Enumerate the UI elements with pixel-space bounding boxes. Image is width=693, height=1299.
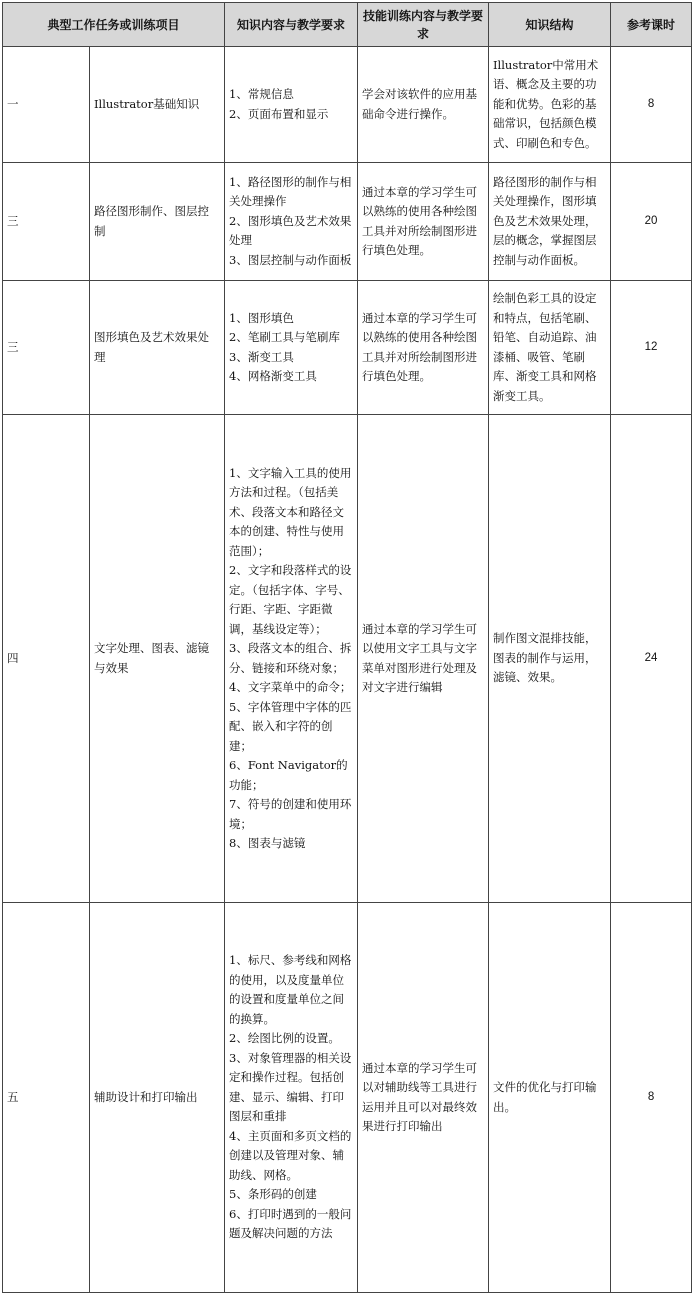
- knowledge-item: 1、文字输入工具的使用方法和过程。（包括美术、段落文本和路径文本的创建、特性与使用范围）；: [229, 465, 352, 558]
- skill-cell: 通过本章的学习学生可以熟练的使用各种绘图工具并对所绘制图形进行填色处理。: [358, 163, 489, 281]
- knowledge-cell: [225, 163, 358, 281]
- project-name: 文字处理、图表、滤镜与效果: [90, 415, 225, 903]
- table-row: [3, 47, 692, 163]
- header-hours: 参考课时: [611, 3, 692, 47]
- knowledge-item: 5、字体管理中字体的匹配、嵌入和字符的创建；: [229, 699, 352, 753]
- knowledge-cell: [225, 281, 358, 415]
- header-project: 典型工作任务或训练项目: [3, 3, 225, 47]
- knowledge-item: 2、页面布置和显示: [229, 106, 329, 121]
- hours-cell: 8: [611, 903, 692, 1293]
- knowledge-item: 2、图形填色及艺术效果处理: [229, 213, 352, 248]
- header-skill: 技能训练内容与教学要求: [358, 3, 489, 47]
- knowledge-item: 1、标尺、参考线和网格的使用，以及度量单位的设置和度量单位之间的换算。: [229, 953, 352, 1026]
- table-row: [3, 415, 692, 903]
- knowledge-item: 5、条形码的创建: [229, 1187, 317, 1202]
- knowledge-item: 3、段落文本的组合、拆分、链接和环绕对象；: [229, 641, 352, 675]
- header-row: [3, 3, 692, 47]
- knowledge-item: 4、主页面和多页文档的创建以及管理对象、辅助线、网格。: [229, 1128, 352, 1182]
- row-number: 三: [3, 281, 90, 415]
- project-name: 图形填色及艺术效果处理: [90, 281, 225, 415]
- knowledge-item: 2、绘图比例的设置。: [229, 1031, 340, 1046]
- project-name: 辅助设计和打印输出: [90, 903, 225, 1293]
- structure-cell: 路径图形的制作与相关处理操作，图形填色及艺术效果处理，层的概念，掌握图层控制与动作面板。: [489, 163, 611, 281]
- knowledge-item: 7、符号的创建和使用环境；: [229, 797, 352, 831]
- hours-cell: 24: [611, 415, 692, 903]
- knowledge-item: 3、对象管理器的相关设定和操作过程。包括创建、显示、编辑、打印图层和重排: [229, 1050, 352, 1124]
- skill-cell: 通过本章的学习学生可以对辅助线等工具进行运用并且可以对最终效果进行打印输出: [358, 903, 489, 1293]
- structure-cell: 文件的优化与打印输出。: [489, 903, 611, 1293]
- knowledge-cell: [225, 47, 358, 163]
- knowledge-item: 3、图层控制与动作面板: [229, 252, 352, 267]
- structure-cell: 制作图文混排技能，图表的制作与运用，滤镜、效果。: [489, 415, 611, 903]
- knowledge-item: 1、图形填色: [229, 310, 294, 325]
- hours-cell: 8: [611, 47, 692, 163]
- hours-cell: 12: [611, 281, 692, 415]
- project-name: 路径图形制作、图层控制: [90, 163, 225, 281]
- row-number: 四: [3, 415, 90, 903]
- skill-cell: 通过本章的学习学生可以熟练的使用各种绘图工具并对所绘制图形进行填色处理。: [358, 281, 489, 415]
- header-structure: 知识结构: [489, 3, 611, 47]
- knowledge-item: 6、打印时遇到的一般问题及解决问题的方法: [229, 1206, 352, 1241]
- knowledge-item: 8、图表与滤镜: [229, 836, 306, 850]
- knowledge-cell: [225, 903, 358, 1293]
- knowledge-item: 4、网格渐变工具: [229, 369, 317, 383]
- structure-cell: 绘制色彩工具的设定和特点，包括笔刷、铅笔、自动追踪、油漆桶、吸管、笔刷库、渐变工具和网格渐变工具。: [489, 281, 611, 415]
- hours-cell: 20: [611, 163, 692, 281]
- skill-cell: 通过本章的学习学生可以使用文字工具与文字菜单对图形进行处理及对文字进行编辑: [358, 415, 489, 903]
- row-number: 三: [3, 163, 90, 281]
- knowledge-item: 6、Font Navigator的功能；: [229, 758, 348, 792]
- structure-cell: Illustrator中常用术语、概念及主要的功能和优势。色彩的基础常识，包括颜色模式、印刷色和专色。: [489, 47, 611, 163]
- knowledge-item: 1、路径图形的制作与相关处理操作: [229, 174, 352, 209]
- row-number: 五: [3, 903, 90, 1293]
- table-row: [3, 903, 692, 1293]
- table-row: [3, 281, 692, 415]
- knowledge-item: 3、渐变工具: [229, 349, 294, 364]
- knowledge-cell: [225, 415, 358, 903]
- project-name: Illustrator基础知识: [90, 47, 225, 163]
- knowledge-item: 1、常规信息: [229, 87, 294, 101]
- table-row: [3, 163, 692, 281]
- course-table: [2, 2, 692, 1293]
- knowledge-item: 4、文字菜单中的命令；: [229, 680, 352, 694]
- skill-cell: 学会对该软件的应用基础命令进行操作。: [358, 47, 489, 163]
- header-knowledge: 知识内容与教学要求: [225, 3, 358, 47]
- knowledge-item: 2、笔刷工具与笔刷库: [229, 330, 340, 344]
- knowledge-item: 2、文字和段落样式的设定。（包括字体、字号、行距、字距、字距微调，基线设定等）；: [229, 563, 352, 636]
- row-number: 一: [3, 47, 90, 163]
